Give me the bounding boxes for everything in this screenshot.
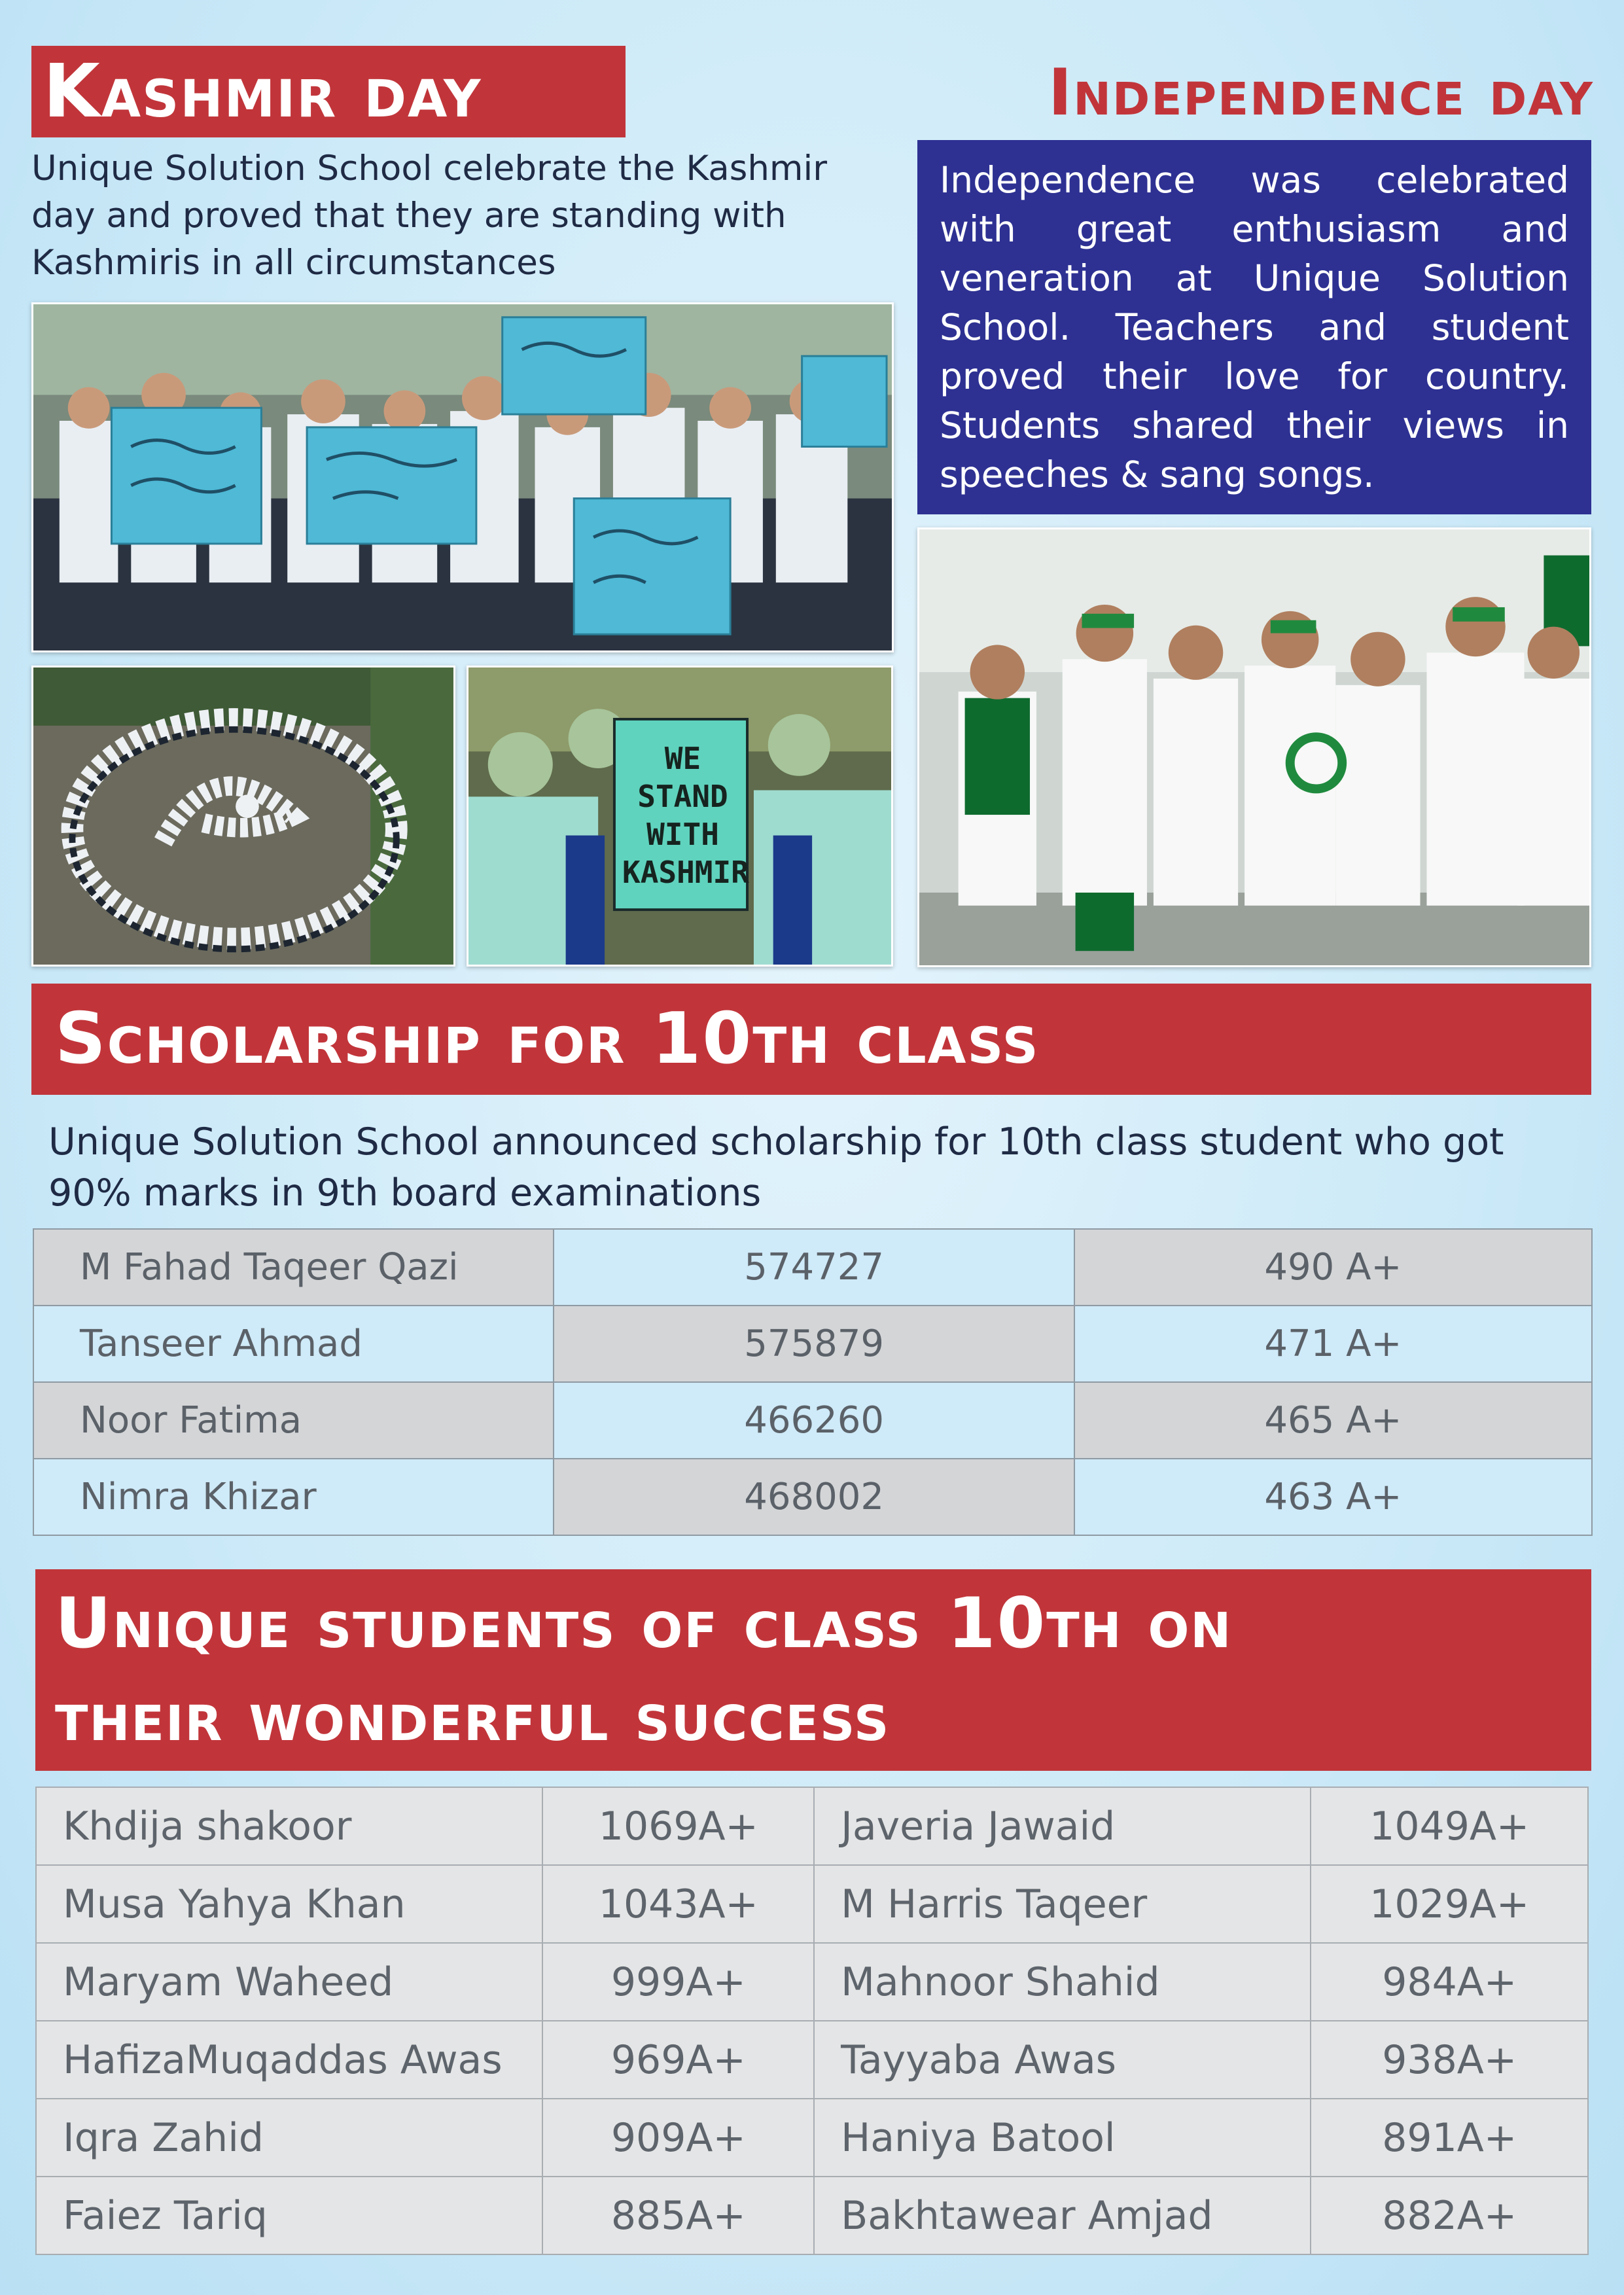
student-score: 882A+ [1311,2177,1588,2254]
table-row [36,1787,1588,1865]
student-name: Haniya Batool [814,2099,1311,2177]
placard-text: WE STAND WITH KASHMIR [622,741,749,890]
table-row [36,2177,1588,2254]
roll-number: 468002 [554,1459,1074,1535]
independence-text: Independence was celebrated with great enthusiasm and veneration at Unique Solution School. Teachers and student proved their love for country. Students shared their views in speeches & sang songs. [940,159,1569,495]
table-row [33,1459,1592,1535]
student-score: 938A+ [1311,2021,1588,2099]
student-name: Tanseer Ahmad [33,1306,554,1382]
roll-number: 466260 [554,1382,1074,1459]
independence-text-box [917,140,1591,514]
table-row [33,1382,1592,1459]
success-title-line2: their wonderful success [55,1676,891,1756]
student-score: 1049A+ [1311,1787,1588,1865]
student-name: Noor Fatima [33,1382,554,1459]
table-row [36,2021,1588,2099]
student-name: Tayyaba Awas [814,2021,1311,2099]
independence-title: Independence day [1048,56,1594,130]
student-score: 1043A+ [542,1865,814,1943]
student-score: 969A+ [542,2021,814,2099]
student-name: M Fahad Taqeer Qazi [33,1229,554,1306]
student-name: Musa Yahya Khan [36,1865,542,1943]
student-score: 999A+ [542,1943,814,2021]
student-name: HafizaMuqaddas Awas [36,2021,542,2099]
roll-number: 574727 [554,1229,1074,1306]
student-name: Mahnoor Shahid [814,1943,1311,2021]
student-name: Iqra Zahid [36,2099,542,2177]
table-row [33,1229,1592,1306]
student-name: M Harris Taqeer [814,1865,1311,1943]
student-score: 1069A+ [542,1787,814,1865]
roll-number: 575879 [554,1306,1074,1382]
student-score: 891A+ [1311,2099,1588,2177]
student-name: Bakhtawear Amjad [814,2177,1311,2254]
student-name: Nimra Khizar [33,1459,554,1535]
student-name: Javeria Jawaid [814,1787,1311,1865]
success-title-line1: Unique students of class 10th on [55,1583,1233,1663]
student-name: Faiez Tariq [36,2177,542,2254]
scholarship-text: Unique Solution School announced scholarship for 10th class student who got 90% marks in 9th board examinations [48,1120,1504,1215]
student-score: 1029A+ [1311,1865,1588,1943]
student-name: Khdija shakoor [36,1787,542,1865]
kashmir-text: Unique Solution School celebrate the Kashmir day and proved that they are standing with Kashmiris in all circumstances [31,149,828,283]
student-name: Maryam Waheed [36,1943,542,2021]
student-score: 885A+ [542,2177,814,2254]
kashmir-formation-photo [31,666,455,967]
we-stand-with-kashmir-photo [467,666,893,967]
student-score: 909A+ [542,2099,814,2177]
table-row [36,1943,1588,2021]
success-table [35,1787,1589,2255]
marks: 471 A+ [1074,1306,1592,1382]
scholarship-title: Scholarship for 10th class [31,984,1591,1095]
kashmir-rally-photo [31,302,894,652]
success-title [35,1569,1591,1771]
independence-photo [917,527,1591,967]
marks: 463 A+ [1074,1459,1592,1535]
student-score: 984A+ [1311,1943,1588,2021]
kashmir-title: Kashmir day [31,46,626,137]
table-row [33,1306,1592,1382]
table-row [36,1865,1588,1943]
scholarship-table [33,1228,1593,1536]
marks: 465 A+ [1074,1382,1592,1459]
marks: 490 A+ [1074,1229,1592,1306]
table-row [36,2099,1588,2177]
